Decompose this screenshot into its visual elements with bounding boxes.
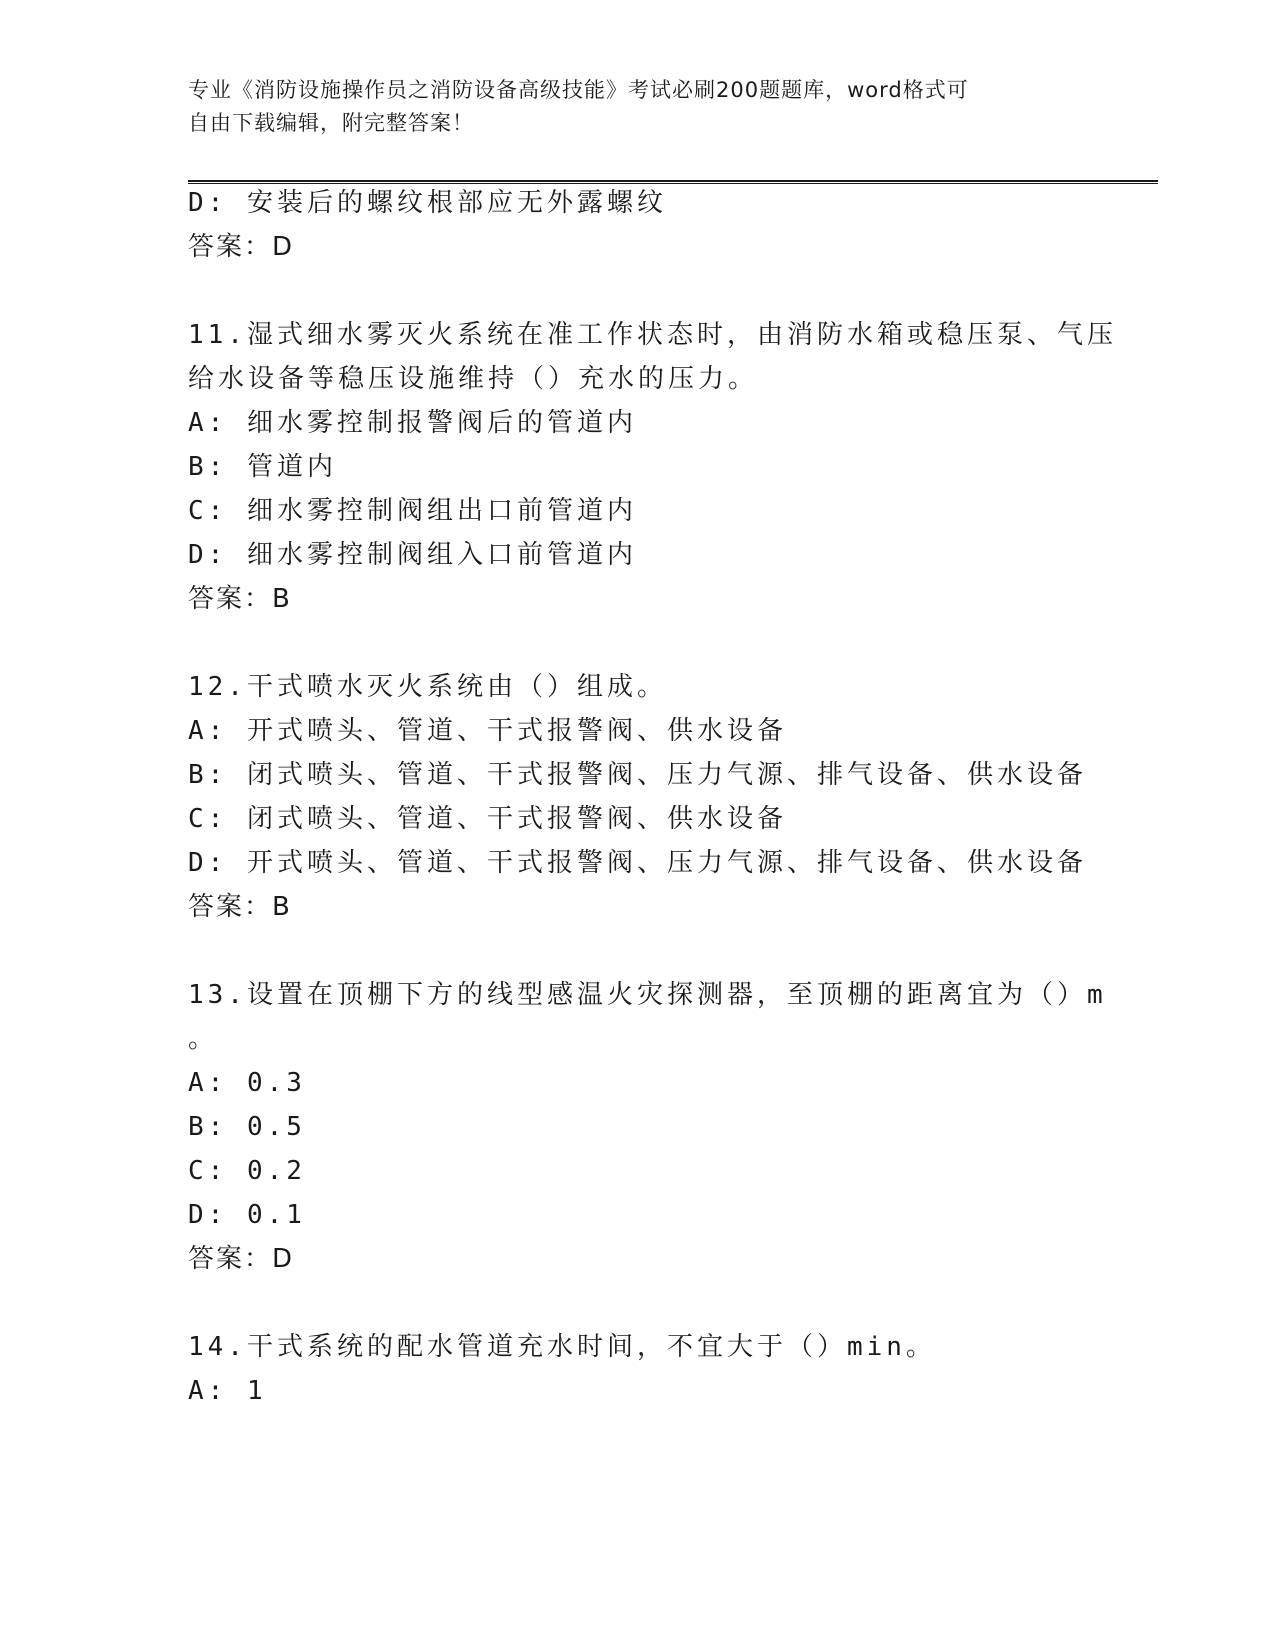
q11-stem-line-1: 11.湿式细水雾灭火系统在准工作状态时，由消防水箱或稳压泵、气压 (188, 320, 1117, 350)
q11-answer: 答案：B (188, 584, 292, 614)
q12-option-b: B: 闭式喷头、管道、干式报警阀、压力气源、排气设备、供水设备 (188, 760, 1087, 790)
q13-stem-line-1: 13.设置在顶棚下方的线型感温火灾探测器，至顶棚的距离宜为（）m (188, 980, 1107, 1010)
q13-option-a: A: 0.3 (188, 1068, 306, 1098)
q14-option-a: A: 1 (188, 1376, 267, 1406)
q12-stem: 12.干式喷水灭火系统由（）组成。 (188, 672, 667, 702)
document-header (188, 74, 1088, 140)
q12-answer: 答案：B (188, 892, 292, 922)
q12-option-d: D: 开式喷头、管道、干式报警阀、压力气源、排气设备、供水设备 (188, 848, 1087, 878)
q13-option-d: D: 0.1 (188, 1200, 306, 1230)
header-line-2: 自由下载编辑，附完整答案！ (188, 111, 474, 135)
q13-stem-line-2: 。 (188, 1024, 219, 1054)
q11-option-c: C: 细水雾控制阀组出口前管道内 (188, 496, 637, 526)
q11-option-b: B: 管道内 (188, 452, 337, 482)
q12-option-c: C: 闭式喷头、管道、干式报警阀、供水设备 (188, 804, 787, 834)
header-line-1: 专业《消防设施操作员之消防设备高级技能》考试必刷200题题库，word格式可 (188, 78, 969, 102)
q11-stem-line-2: 给水设备等稳压设施维持（）充水的压力。 (188, 364, 759, 394)
header-divider (188, 180, 1158, 184)
q13-option-b: B: 0.5 (188, 1112, 306, 1142)
q13-answer: 答案：D (188, 1244, 295, 1274)
q12-option-a: A: 开式喷头、管道、干式报警阀、供水设备 (188, 716, 787, 746)
q14-stem: 14.干式系统的配水管道充水时间，不宜大于（）min。 (188, 1332, 936, 1362)
prev-option-d: D: 安装后的螺纹根部应无外露螺纹 (188, 188, 667, 218)
q11-option-d: D: 细水雾控制阀组入口前管道内 (188, 540, 637, 570)
q13-option-c: C: 0.2 (188, 1156, 306, 1186)
prev-answer: 答案：D (188, 232, 295, 262)
q11-option-a: A: 细水雾控制报警阀后的管道内 (188, 408, 637, 438)
